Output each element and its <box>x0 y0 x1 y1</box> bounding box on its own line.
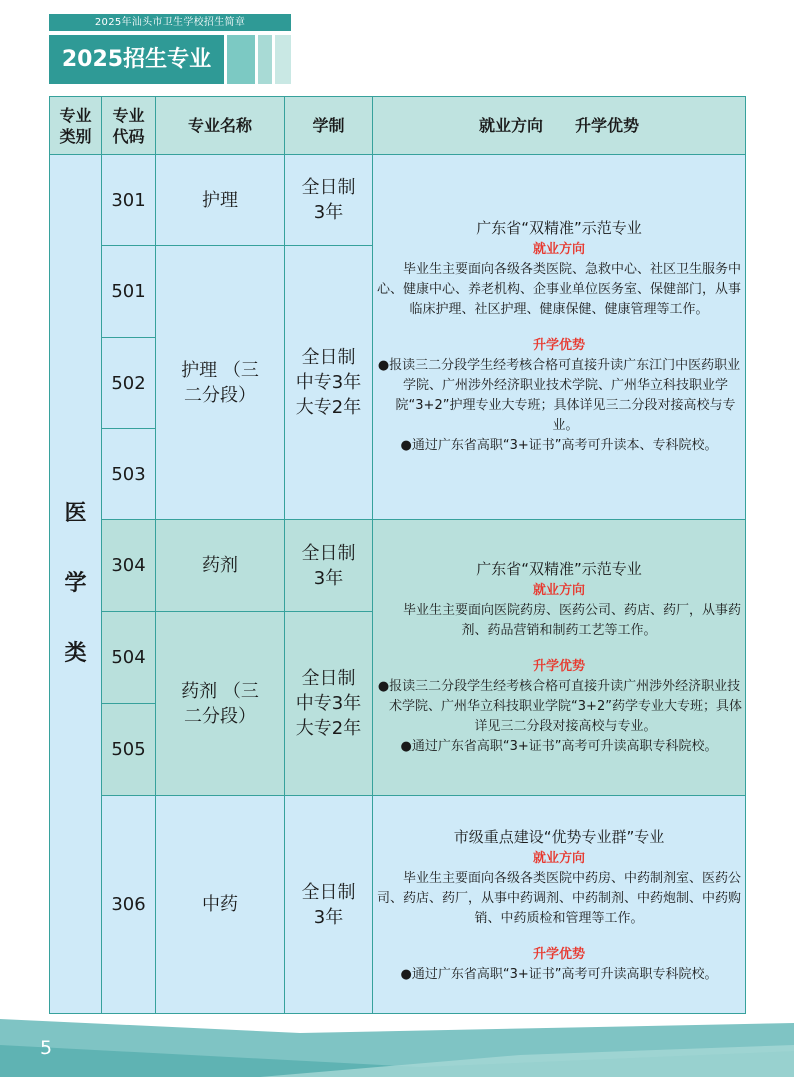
major-code: 304 <box>102 520 156 612</box>
major-duration: 全日制 中专3年 大专2年 <box>285 612 373 796</box>
category-char: 学 <box>64 571 87 596</box>
table-row <box>50 520 746 612</box>
major-code: 503 <box>102 429 156 520</box>
major-name: 药剂 <box>156 520 285 612</box>
major-code: 504 <box>102 612 156 704</box>
major-duration: 全日制 3年 <box>285 520 373 612</box>
category-char: 类 <box>64 641 87 666</box>
decor-bar <box>258 35 272 84</box>
edu-label: 升学优势 <box>532 338 585 353</box>
major-duration: 全日制 3年 <box>285 796 373 1014</box>
decor-bar <box>275 35 291 84</box>
footer-wave <box>0 1015 794 1077</box>
major-name: 护理 （三二分段） <box>156 246 285 520</box>
job-text: 毕业生主要面向各级各类医院中药房、中药制剂室、医药公司、药店、药厂，从事中药调剂、中药制剂、中药炮制、中药购销、中药质检和管理等工作。 <box>376 870 741 926</box>
major-code: 501 <box>102 246 156 338</box>
major-duration: 全日制 中专3年 大专2年 <box>285 246 373 520</box>
edu-label: 升学优势 <box>532 658 585 674</box>
edu-bullet: ●通过广东省高职“3+证书”高考可升读本、专科院校。 <box>400 438 718 453</box>
edu-bullet: ●报读三二分段学生经考核合格可直接升读广州涉外经济职业技术学院、广州华立科技职业学院“3+2”药学专业大专班；具体详见三二分段对接高校与专业。 <box>377 678 742 734</box>
major-name: 中药 <box>156 796 285 1014</box>
brochure-title: 2025年汕头市卫生学校招生简章 <box>49 14 291 31</box>
edu-bullet: ●通过广东省高职“3+证书”高考可升读高职专科院校。 <box>400 738 718 754</box>
majors-table <box>49 96 746 1014</box>
decor-bar <box>227 35 255 84</box>
section-title: 2025招生专业 <box>49 35 224 84</box>
major-description <box>373 155 746 520</box>
edu-bullet: ●通过广东省高职“3+证书”高考可升读高职专科院校。 <box>400 966 718 982</box>
table-header-row <box>50 97 746 155</box>
major-duration: 全日制 3年 <box>285 155 373 246</box>
edu-label: 升学优势 <box>532 946 585 962</box>
page-number: 5 <box>40 1037 53 1059</box>
major-code: 502 <box>102 338 156 429</box>
job-label: 就业方向 <box>532 850 585 866</box>
category-cell <box>50 155 102 1014</box>
major-name: 药剂 （三二分段） <box>156 612 285 796</box>
job-text: 毕业生主要面向医院药房、医药公司、药店、药厂，从事药剂、药品营销和制药工艺等工作。 <box>402 602 741 638</box>
edu-bullet: ●报读三二分段学生经考核合格可直接升读广东江门中医药职业学院、广州涉外经济职业技术学院、广州华立科技职业学院“3+2”护理专业大专班；具体详见三二分段对接高校与专业。 <box>377 358 741 433</box>
category-char: 医 <box>64 501 87 526</box>
header-duration: 学制 <box>285 97 373 155</box>
major-code: 505 <box>102 704 156 796</box>
header-category: 专业类别 <box>50 97 102 155</box>
highlight-text: 广东省“双精准”示范专业 <box>476 219 642 237</box>
major-description <box>373 796 746 1014</box>
table-row <box>50 796 746 1014</box>
job-label: 就业方向 <box>532 582 585 598</box>
major-name: 护理 <box>156 155 285 246</box>
highlight-text: 广东省“双精准”示范专业 <box>476 559 642 578</box>
major-code: 301 <box>102 155 156 246</box>
major-code: 306 <box>102 796 156 1014</box>
header-outlook: 就业方向 升学优势 <box>373 97 746 155</box>
job-text: 毕业生主要面向各级各类医院、急救中心、社区卫生服务中心、健康中心、养老机构、企事业单位医务室、保健部门，从事临床护理、社区护理、健康保健、健康管理等工作。 <box>376 262 741 317</box>
table-row <box>50 155 746 246</box>
job-label: 就业方向 <box>532 242 585 257</box>
header-code: 专业代码 <box>102 97 156 155</box>
major-description <box>373 520 746 796</box>
header-name: 专业名称 <box>156 97 285 155</box>
highlight-text: 市级重点建设“优势专业群”专业 <box>453 827 665 846</box>
